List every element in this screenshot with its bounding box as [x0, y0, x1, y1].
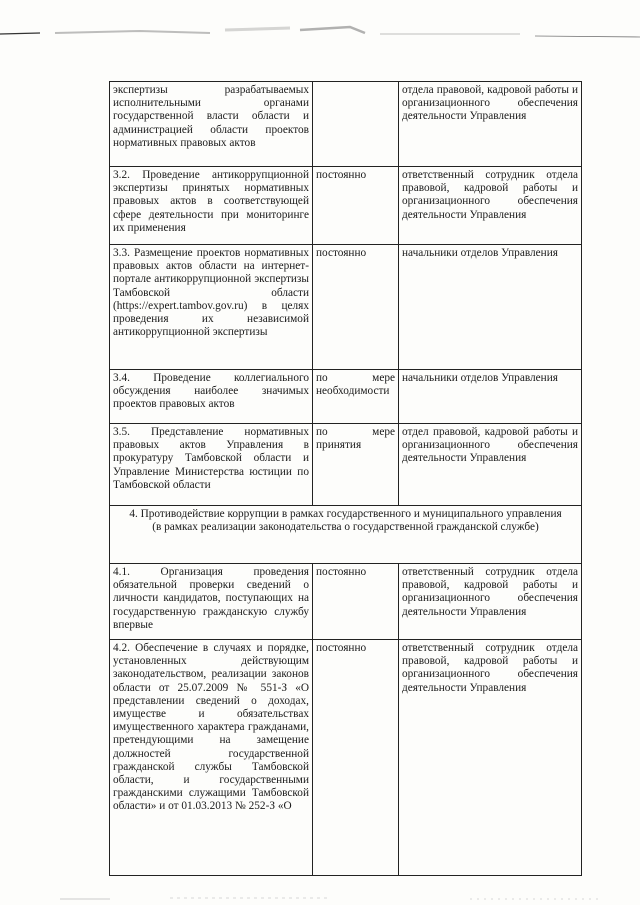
section-heading [110, 506, 582, 564]
table-row [110, 424, 582, 506]
section-subtitle: (в рамках реализации законодательства о государственной гражданской службе) [152, 521, 539, 534]
deadline-cell: постоянно [313, 640, 399, 876]
measure-cell: 3.2. Проведение антикоррупционной экспертизы принятых нормативных правовых актов в соответствующей сфере деятельности при мониторинге их применения [110, 167, 313, 245]
deadline-cell: постоянно [313, 564, 399, 640]
measures-table [109, 81, 582, 876]
scan-artifact-bottom [0, 891, 640, 905]
responsible-cell: отдела правовой, кадровой работы и организационного обеспечения деятельности Управления [399, 82, 582, 167]
measure-cell: 4.2. Обеспечение в случаях и порядке, установленных действующим законодательством, реализации законов области от 25.07.2009 № 551-З «О представлении сведений о доходах, имуществе и обязательствах имущественного характера гражданами, претендующими на замещение должностей государственной гражданской службы Тамбовской области, и государственными гражданскими служащими Тамбовской области» и от 01.03.2013 № 252-З «О [110, 640, 313, 876]
measure-cell: 4.1. Организация проведения обязательной проверки сведений о личности кандидатов, поступающих на государственную гражданскую службу впервые [110, 564, 313, 640]
measure-cell: экспертизы разрабатываемых исполнительными органами государственной власти области и администрацией области проектов нормативных правовых актов [110, 82, 313, 167]
deadline-cell: постоянно [313, 167, 399, 245]
responsible-cell: ответственный сотрудник отдела правовой, кадровой работы и организационного обеспечения деятельности Управления [399, 640, 582, 876]
section-title: 4. Противодействие коррупции в рамках государственного и муниципального управления [129, 508, 562, 520]
measure-cell: 3.3. Размещение проектов нормативных правовых актов области на интернет-портале антикоррупционной экспертизы Тамбовской области (https://expert.tambov.gov.ru) в целях проведения их независимой антикоррупционной экспертизы [110, 245, 313, 370]
deadline-cell: по мере принятия [313, 424, 399, 506]
responsible-cell: отдел правовой, кадровой работы и организационного обеспечения деятельности Управления [399, 424, 582, 506]
deadline-cell: постоянно [313, 245, 399, 370]
deadline-cell [313, 82, 399, 167]
responsible-cell: ответственный сотрудник отдела правовой, кадровой работы и организационного обеспечения деятельности Управления [399, 564, 582, 640]
measure-cell: 3.4. Проведение коллегиального обсуждения наиболее значимых проектов правовых актов [110, 370, 313, 424]
deadline-cell: по мере необходимости [313, 370, 399, 424]
table-row [110, 640, 582, 876]
responsible-cell: начальники отделов Управления [399, 370, 582, 424]
table-row [110, 564, 582, 640]
table-row [110, 370, 582, 424]
responsible-cell: начальники отделов Управления [399, 245, 582, 370]
section-header-row [110, 506, 582, 564]
responsible-cell: ответственный сотрудник отдела правовой, кадровой работы и организационного обеспечения деятельности Управления [399, 167, 582, 245]
table-row [110, 82, 582, 167]
table-row [110, 245, 582, 370]
scan-artifact-top [0, 0, 640, 50]
measure-cell: 3.5. Представление нормативных правовых актов Управления в прокуратуру Тамбовской области и Управление Министерства юстиции по Тамбовской области [110, 424, 313, 506]
table-row [110, 167, 582, 245]
